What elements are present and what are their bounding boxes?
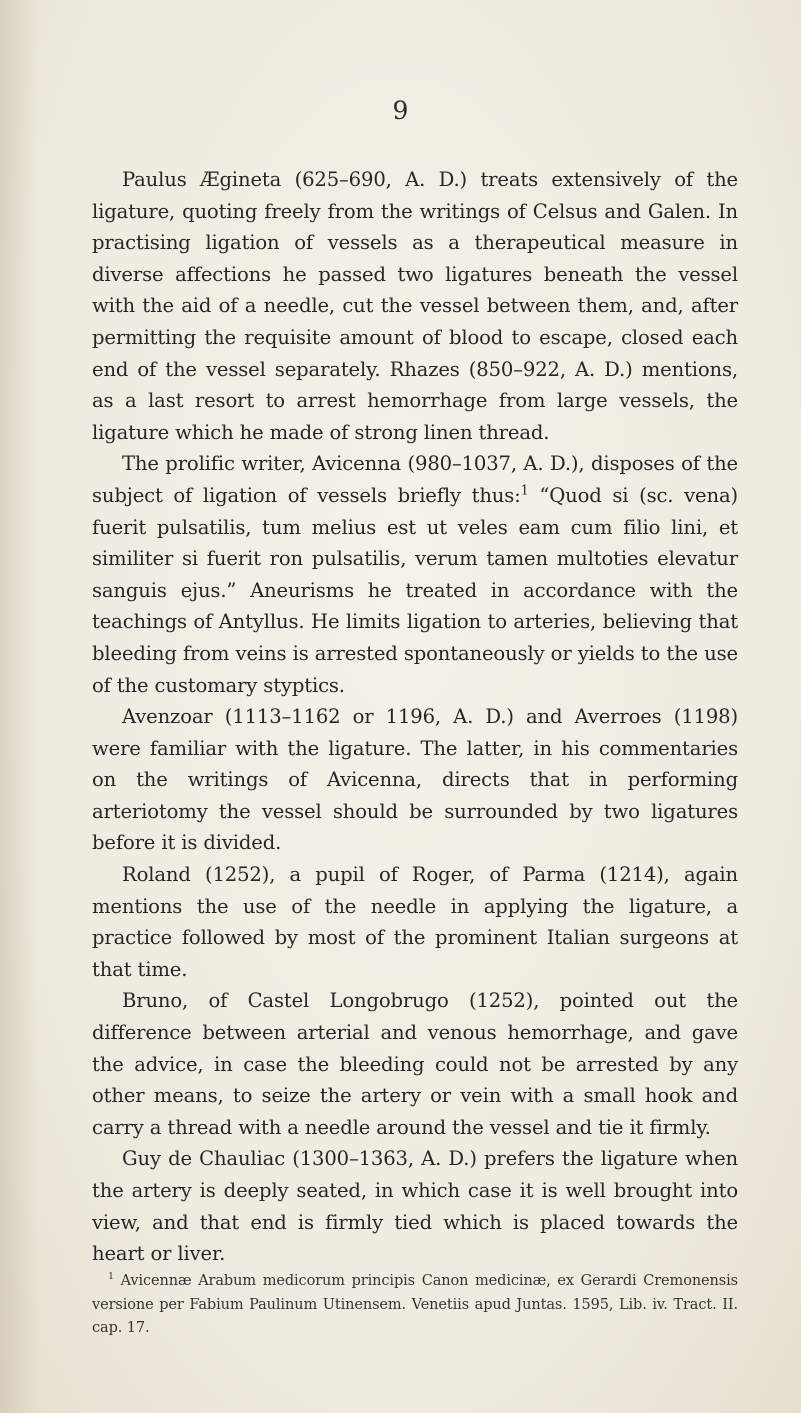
footnote-mark: 1 [108,1271,114,1283]
footnote-text: Avicennæ Arabum medicorum principis Canon medicinæ, ex Gerardi Cremonensis versione per Fabium Paulinum Utinensem. Venetiis apud Juntas. 1595, Lib. iv. Tract. II. cap. 17. [92,1273,738,1336]
avicenna-quote-text: “Quod si (sc. vena) fuerit pulsatilis, tum melius est ut veles eam cum filio lini, et similiter si fuerit ron pulsatilis, verum tamen multoties elevatur sanguis ejus.” [92,483,738,602]
paragraph-avenzoar: Avenzoar (1113–1162 or 1196, A. D.) and Averroes (1198) were familiar with the ligature. The latter, in his commentaries on the writings of Avicenna, directs that in performing arteriotomy the vessel should be surrounded by two ligatures before it is divided. [92,705,738,855]
paragraph-guy-de-chauliac: Guy de Chauliac (1300–1363, A. D.) prefers the ligature when the artery is deeply seated, in which case it is well brought into view, and that end is firmly tied which is placed towards the heart or liver. [92,1147,738,1266]
aneurisms-text: Aneurisms he treated in accordance with the teachings of Antyllus. He limits ligation to arteries, believing that bleeding from veins is arrested spontaneously or yields to the use of the customary styptics. [92,578,738,697]
page-number: 9 [392,96,409,125]
paragraph-paulus: Paulus Ægineta (625–690, A. D.) treats extensively of the ligature, quoting freely from the writings of Celsus and Galen. In practising ligation of vessels as a therapeutical measure in diverse affections he passed two ligatures beneath the vessel with the aid of a needle, cut the vessel between them, and, after permitting the requisite amount of blood to escape, closed each end of the vessel separately. Rhazes (850–922, A. D.) mentions, as a last resort to arrest hemorrhage from large vessels, the ligature which he made of strong linen thread. [92,168,738,444]
page-edge-shadow [0,0,40,1413]
avicenna-intro-text: The prolific writer, Avicenna (980–1037, A. D.), disposes of the subject of ligation of vessels briefly thus: [92,452,738,507]
main-text [92,164,738,1270]
footnote [92,1270,738,1341]
paragraph-bruno: Bruno, of Castel Longobrugo (1252), pointed out the difference between arterial and venous hemorrhage, and gave the advice, in case the bleeding could not be arrested by any other means, to seize the artery or vein with a small hook and carry a thread with a needle around the vessel and tie it firmly. [92,989,738,1139]
paragraph-avicenna [92,448,738,701]
footnote-reference[interactable]: 1 [520,483,529,499]
paragraph-roland: Roland (1252), a pupil of Roger, of Parma (1214), again mentions the use of the needle in applying the ligature, a practice followed by most of the prominent Italian surgeons at that time. [92,863,738,981]
